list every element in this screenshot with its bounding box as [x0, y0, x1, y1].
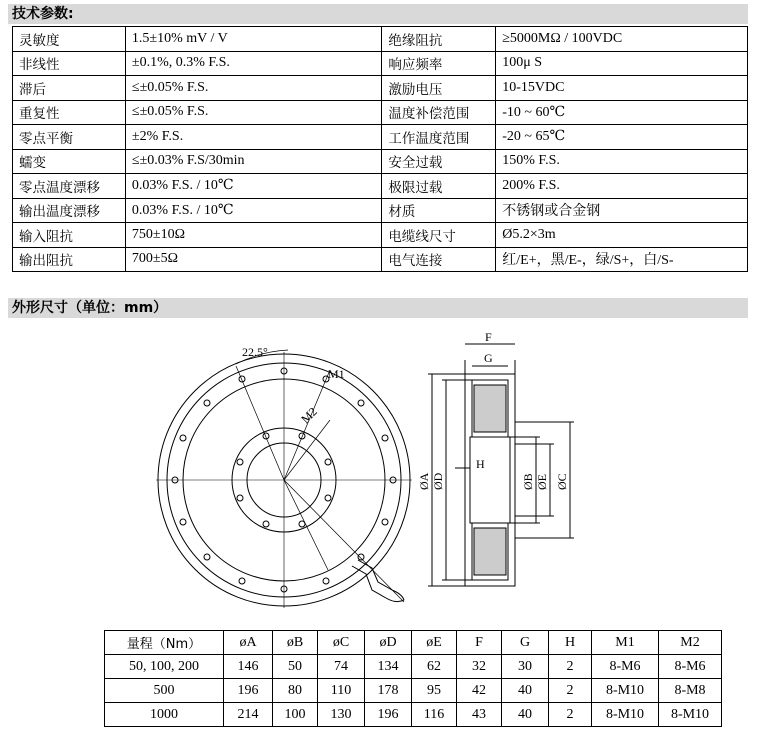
dims-cell: 42: [457, 679, 502, 703]
spec-label: 温度补偿范围: [382, 100, 496, 125]
dims-row: [105, 679, 722, 703]
dims-header-cell: H: [549, 631, 592, 655]
spec-label: 零点平衡: [13, 125, 126, 150]
spec-value: ±0.1%, 0.3% F.S.: [125, 51, 381, 76]
spec-label: 输入阻抗: [13, 223, 126, 248]
spec-row: [13, 51, 748, 76]
spec-row: [13, 198, 748, 223]
spec-row: [13, 174, 748, 199]
spec-value: ≤±0.03% F.S/30min: [125, 149, 381, 174]
spec-label: 输出阻抗: [13, 247, 126, 272]
section-header-dimensions: 外形尺寸（单位：mm）: [8, 298, 748, 318]
dims-header-cell: øB: [273, 631, 318, 655]
spec-label: 灵敏度: [13, 27, 126, 52]
spec-label: 零点温度漂移: [13, 174, 126, 199]
m2-label: M2: [298, 404, 320, 427]
spec-label: 蠕变: [13, 149, 126, 174]
spec-value: 100μ S: [496, 51, 748, 76]
spec-value: Ø5.2×3m: [496, 223, 748, 248]
front-view: [156, 350, 412, 608]
spec-value: ≥5000MΩ / 100VDC: [496, 27, 748, 52]
dims-cell: 100: [273, 703, 318, 727]
spec-value: 150% F.S.: [496, 149, 748, 174]
dims-cell: 1000: [105, 703, 224, 727]
m1-label: M1: [328, 367, 345, 381]
spec-label: 绝缘阻抗: [382, 27, 496, 52]
side-view: [428, 344, 574, 586]
dims-cell: 8-M8: [659, 679, 722, 703]
spec-label: 材质: [382, 198, 496, 223]
dims-cell: 196: [224, 679, 273, 703]
dims-cell: 214: [224, 703, 273, 727]
dia-b-label: ØB: [521, 473, 535, 490]
dims-cell: 40: [502, 679, 549, 703]
dims-cell: 80: [273, 679, 318, 703]
spec-label: 输出温度漂移: [13, 198, 126, 223]
spec-row: [13, 247, 748, 272]
spec-value: 700±5Ω: [125, 247, 381, 272]
dims-cell: 178: [365, 679, 412, 703]
spec-row: [13, 100, 748, 125]
dims-cell: 43: [457, 703, 502, 727]
dimension-table: [104, 630, 722, 727]
dims-cell: 110: [318, 679, 365, 703]
dims-header-cell: øA: [224, 631, 273, 655]
dims-cell: 2: [549, 655, 592, 679]
dia-a-label: ØA: [417, 472, 431, 490]
spec-value: 0.03% F.S. / 10℃: [125, 198, 381, 223]
dia-c-label: ØC: [555, 473, 569, 490]
spec-value: 750±10Ω: [125, 223, 381, 248]
spec-label: 非线性: [13, 51, 126, 76]
dims-header-cell: G: [502, 631, 549, 655]
dims-cell: 30: [502, 655, 549, 679]
dims-header-cell: øE: [412, 631, 457, 655]
spec-value: ≤±0.05% F.S.: [125, 76, 381, 101]
dims-cell: 196: [365, 703, 412, 727]
f-label: F: [485, 330, 492, 344]
dims-cell: 40: [502, 703, 549, 727]
dims-cell: 8-M10: [592, 703, 659, 727]
spec-label: 响应频率: [382, 51, 496, 76]
spec-label: 激励电压: [382, 76, 496, 101]
spec-value: 1.5±10% mV / V: [125, 27, 381, 52]
dims-row: [105, 703, 722, 727]
dims-cell: 116: [412, 703, 457, 727]
spec-table: [12, 26, 748, 272]
spec-row: [13, 27, 748, 52]
dims-cell: 62: [412, 655, 457, 679]
dims-row: [105, 655, 722, 679]
spec-value: -10 ~ 60℃: [496, 100, 748, 125]
dims-header-cell: øD: [365, 631, 412, 655]
dims-header-cell: M1: [592, 631, 659, 655]
spec-value: -20 ~ 65℃: [496, 125, 748, 150]
dims-cell: 50: [273, 655, 318, 679]
dims-cell: 2: [549, 703, 592, 727]
dims-cell: 8-M6: [659, 655, 722, 679]
spec-value: 不锈钢或合金钢: [496, 198, 748, 223]
spec-row: [13, 149, 748, 174]
dims-cell: 8-M6: [592, 655, 659, 679]
section-header-specs: 技术参数:: [8, 4, 748, 24]
spec-row: [13, 76, 748, 101]
dimension-drawing: [0, 320, 762, 620]
dims-cell: 50, 100, 200: [105, 655, 224, 679]
spec-value: 0.03% F.S. / 10℃: [125, 174, 381, 199]
dims-cell: 130: [318, 703, 365, 727]
dims-cell: 2: [549, 679, 592, 703]
spec-row: [13, 125, 748, 150]
spec-row: [13, 223, 748, 248]
dims-cell: 134: [365, 655, 412, 679]
dia-d-label: ØD: [431, 472, 445, 490]
spec-value: ≤±0.05% F.S.: [125, 100, 381, 125]
dims-header-cell: M2: [659, 631, 722, 655]
spec-label: 工作温度范围: [382, 125, 496, 150]
spec-label: 安全过载: [382, 149, 496, 174]
g-label: G: [484, 351, 493, 365]
dims-cell: 500: [105, 679, 224, 703]
spec-value: 200% F.S.: [496, 174, 748, 199]
angle-label: 22.5°: [242, 345, 268, 359]
spec-label: 滞后: [13, 76, 126, 101]
dims-header-cell: 量程（Nm）: [105, 631, 224, 655]
dims-cell: 8-M10: [592, 679, 659, 703]
spec-value: 10-15VDC: [496, 76, 748, 101]
dims-header-cell: øC: [318, 631, 365, 655]
dims-cell: 8-M10: [659, 703, 722, 727]
spec-label: 重复性: [13, 100, 126, 125]
spec-value: 红/E+，黑/E-，绿/S+，白/S-: [496, 247, 748, 272]
spec-label: 电缆线尺寸: [382, 223, 496, 248]
dims-cell: 95: [412, 679, 457, 703]
h-label: H: [476, 457, 485, 471]
dims-cell: 146: [224, 655, 273, 679]
dims-header-cell: F: [457, 631, 502, 655]
spec-label: 电气连接: [382, 247, 496, 272]
dims-cell: 74: [318, 655, 365, 679]
dims-cell: 32: [457, 655, 502, 679]
dia-e-label: ØE: [535, 474, 549, 490]
spec-label: 极限过载: [382, 174, 496, 199]
spec-value: ±2% F.S.: [125, 125, 381, 150]
